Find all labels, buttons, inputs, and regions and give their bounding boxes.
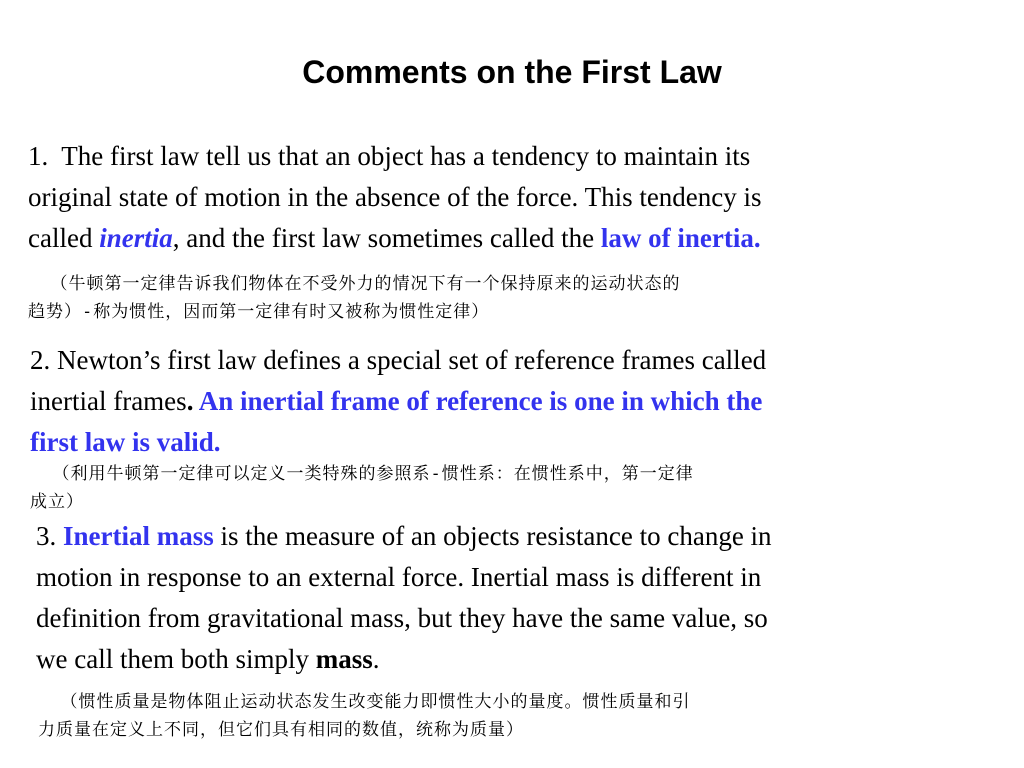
term-inertia: inertia — [99, 223, 173, 253]
text-segment: . — [372, 644, 380, 674]
chinese-note-2 — [30, 460, 694, 516]
paragraph-2 — [30, 340, 766, 463]
chinese-note-2-line-2: 成立） — [30, 492, 84, 512]
paragraph-1 — [28, 136, 762, 259]
text-segment: 3. — [36, 521, 63, 551]
paragraph-3-line-2: motion in response to an external force. Inertial mass is different in — [36, 562, 762, 592]
text-segment: inertial frames — [30, 386, 187, 416]
term-inertial-mass: Inertial mass — [63, 521, 214, 551]
paragraph-1-line-3 — [28, 218, 762, 259]
paragraph-2-line-1: 2. Newton’s first law defines a special set of reference frames called — [30, 345, 767, 375]
chinese-note-1 — [28, 270, 680, 326]
chinese-note-3-line-1: （惯性质量是物体阻止运动状态发生改变能力即惯性大小的量度。惯性质量和引 — [38, 692, 691, 712]
text-segment-bold: . — [186, 386, 199, 416]
paragraph-3-line-4 — [36, 639, 772, 680]
text-segment: is the measure of an objects resistance to change in — [213, 521, 772, 551]
paragraph-3-line-3: definition from gravitational mass, but they have the same value, so — [36, 603, 768, 633]
inertial-frame-definition-end: first law is valid. — [30, 427, 221, 457]
inertial-frame-definition: An inertial frame of reference is one in which the — [198, 386, 763, 416]
slide-title: Comments on the First Law — [302, 54, 722, 90]
chinese-note-1-line-1: （牛顿第一定律告诉我们物体在不受外力的情况下有一个保持原来的运动状态的 — [28, 274, 681, 294]
text-segment: we call them both simply — [36, 644, 316, 674]
paragraph-2-line-3 — [30, 422, 766, 463]
paragraph-2-line-2 — [30, 381, 766, 422]
chinese-note-1-line-2: 趋势）-称为惯性，因而第一定律有时又被称为惯性定律） — [28, 302, 490, 322]
term-law-of-inertia: law of inertia. — [600, 223, 761, 253]
term-mass: mass — [315, 644, 373, 674]
chinese-note-3 — [38, 688, 690, 744]
text-segment: called — [28, 223, 100, 253]
text-segment: , and the first law sometimes called the — [172, 223, 601, 253]
paragraph-3 — [36, 516, 772, 680]
paragraph-1-line-2: original state of motion in the absence of the force. This tendency is — [28, 182, 762, 212]
paragraph-3-line-1 — [36, 516, 772, 557]
chinese-note-3-line-2: 力质量在定义上不同，但它们具有相同的数值，统称为质量） — [38, 720, 524, 740]
chinese-note-2-line-1: （利用牛顿第一定律可以定义一类特殊的参照系-惯性系：在惯性系中，第一定律 — [30, 464, 694, 484]
paragraph-1-line-1: 1. The first law tell us that an object has a tendency to maintain its — [28, 141, 751, 171]
